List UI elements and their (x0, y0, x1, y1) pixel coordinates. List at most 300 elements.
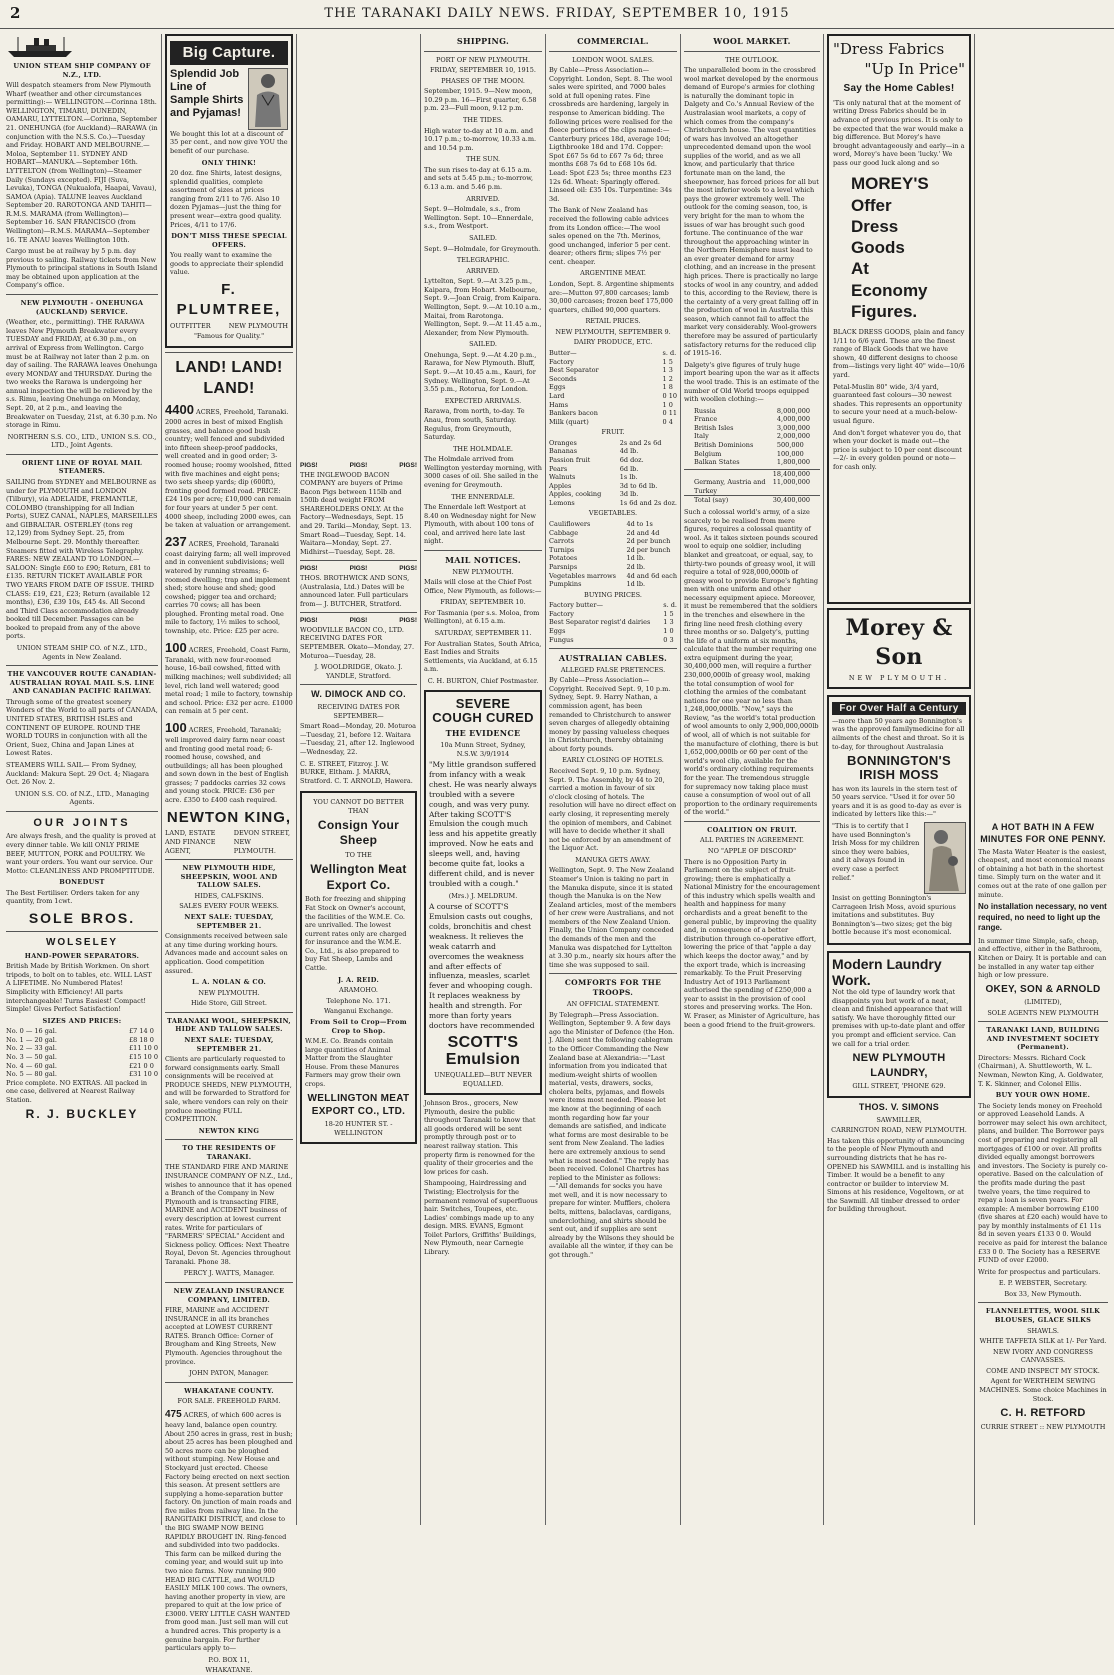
sailed2-body: Onehunga, Sept. 9.—At 4.20 p.m., Rarawa, for New Plymouth. Bluff, Sept. 9.—At 10.45 a.m., Kauri, for Sydney. Wellington, Sept. 9.—At 3.55 p.m., Rotorua, for London. (424, 350, 537, 394)
society-heading: TARANAKI LAND, BUILDING AND INVESTMENT SOCIETY (Permanent). (986, 1026, 1100, 1052)
column-rule (680, 34, 681, 1525)
cables-b1: By Cable—Press Association—Copyright. Received Sept. 9, 10 p.m. Sydney, Sept. 9. Harry Nathan, a commission agent, has been remanded to Christchurch to answer seven charges of allegedly obtaining money by passing valueless cheques in Christchurch, thereby obtaining about forty pounds. (549, 676, 671, 753)
ennerdale-body: The Ennerdale left Westport at 8.40 on Wednesday night for New Plymouth, with about 100 tons of coal, and arrived here late last night. (424, 503, 536, 546)
offer-line: MOREY'S (851, 174, 929, 194)
cough-body: A course of SCOTT'S Emulsion casts out coughs, colds, bronchitis and chest weakness. It relieves the weak catarrh and overcomes the weakness and after effects of influenza, measles, scarlet fever and whooping cough. It replaces weakness by health and strength. For more than forty years doctors have recommended (429, 902, 535, 1030)
joints-heading: OUR JOINTS (33, 816, 131, 829)
fruit-price-value: 1s 6d and 2s doz. (619, 498, 677, 507)
bath-body: The Masta Water Heater is the easiest, cheapest, and most economical means of obtaining a hot bath in the shortest time. Simply turn on the water and it comes out at the rate of one gallon per minute. (978, 847, 1107, 899)
mother-and-child-illustration (924, 822, 966, 894)
consign-phone: Telephone No. 171. (326, 996, 391, 1005)
fabric-line3: Say the Home Cables! (843, 82, 955, 94)
holmdale-body: The Holmdale arrived from Wellington yesterday morning, with 3000 cases of oil. She sailed in the evening for Greymouth. (424, 455, 542, 489)
shipping-date: FRIDAY, SEPTEMBER 10, 1915. (430, 66, 536, 75)
fruit-price-label: Lemons (549, 498, 575, 507)
column-shipping-ads (6, 34, 158, 1527)
separator-size-label: No. 5 — 80 gal. (6, 1070, 57, 1079)
offer-line: Offer (851, 195, 892, 215)
separator-size-value: £15 10 0 (129, 1052, 158, 1061)
nolan-addr: Hide Store, Gill Street. (191, 999, 267, 1008)
okey-arnold-agents: SOLE AGENTS NEW PLYMOUTH (987, 1008, 1099, 1017)
laundry-addr: GILL STREET, 'PHONE 629. (852, 1082, 946, 1091)
pigs-header: PIGS! PIGS! PIGS! (300, 462, 417, 469)
vegetable-price-value: 1d lb. (626, 580, 646, 589)
buying-heading: BUYING PRICES. (584, 590, 642, 599)
cables-heading: AUSTRALIAN CABLES. (558, 653, 668, 664)
bonedust-heading: BONEDUST (59, 878, 105, 887)
fabric-line1: "Dress Fabrics (833, 40, 945, 58)
fruit-price-value: 6d doz. (619, 455, 644, 464)
remember-discount: And don't forget whatever you do, that when your docket is made out—the price is subject to 10 per cent discount—2/- in every golden pound or note—for cash only. (833, 428, 962, 471)
column-rule (420, 34, 421, 1525)
column-wool-market (684, 34, 820, 1527)
fruit-prices-table (549, 439, 677, 508)
vegetable-price-label: Cauliflowers (549, 520, 591, 529)
mail-place: NEW PLYMOUTH. (452, 567, 514, 576)
union-heading: UNION STEAM SHIP COMPANY OF N.Z., LTD. (13, 62, 151, 79)
land-heading: LAND! LAND! LAND! (175, 358, 283, 397)
big-capture-ad (165, 34, 293, 348)
flannel-silk: WHITE TAFFETA SILK at 1/- Per Yard. (979, 1337, 1107, 1346)
plumtree-trade: OUTFITTER (170, 321, 211, 330)
capture-title: Splendid Job Line of Sample Shirts and Pyjamas! (170, 67, 244, 120)
vegetable-price-label: Carrots (549, 537, 574, 546)
wolseley-body: British Made by British Workmen. On short tripods, to bolt on to tables, etc. WILL LAST A LIFETIME. No Numbered Plates! Simplicity with Efficiency! All parts interchangeable! Turns Easiest! Compact! Simple! Gives Perfect Satisfaction! (6, 962, 152, 1014)
london-wool-heading: LONDON WOOL SALES. (572, 55, 654, 64)
dairy-price-value: 0 4 (662, 417, 673, 426)
land-listing (165, 401, 293, 530)
dairy-price-label: Butter— (549, 349, 577, 358)
separator-size-value: £8 18 0 (129, 1035, 154, 1044)
bonnington-brand: BONNINGTON'S IRISH MOSS (847, 753, 951, 783)
coalition-sub: ALL PARTIES IN AGREEMENT. (700, 836, 804, 845)
vancouver-sign: UNION S.S. CO. of N.Z., LTD., Managing Agents. (14, 789, 150, 807)
mail-body: Mails will close at the Chief Post Office, New Plymouth, as follows:— (424, 578, 542, 595)
coalition-sub2: NO "APPLE OF DISCORD" (707, 847, 797, 855)
society-body: Directors: Messrs. Richard Cock (Chairman), A. Shuttleworth, W. L. Newman, Newton King, A. Goldwater, T. K. Skinner, and Colonel Ellis. (978, 1053, 1104, 1088)
separator-size-label: No. 1 — 20 gal. (6, 1035, 57, 1044)
troops-total-row: Total (say) 30,400,000 (684, 495, 820, 505)
troops-subtotal: 18,400,000 (684, 469, 820, 479)
fabric-line2: "Up In Price" (864, 59, 965, 78)
dimock-heading: W. DIMOCK AND CO. (311, 689, 406, 700)
dairy-price-label: Hams (549, 400, 569, 409)
dairy-price-label: Best Separator (549, 366, 599, 375)
simons-place: CARRINGTON ROAD, NEW PLYMOUTH. (831, 1126, 967, 1135)
buying-price-label: Best Separator regist'd dairies (549, 618, 651, 627)
simons-sub: SAWMILLER, (876, 1115, 922, 1124)
buckley-name: R. J. BUCKLEY (25, 1107, 139, 1122)
offer-line: Goods (851, 238, 905, 258)
fruit-price-value: 2s and 2s 6d (619, 438, 662, 447)
offer-line: Figures. (851, 301, 918, 321)
laundry-name: NEW PLYMOUTH LAUNDRY, (852, 1052, 946, 1079)
flannel-ivory: NEW IVORY AND CONGRESS CANVASSES. (993, 1347, 1093, 1365)
troops-country-label: Russia (694, 406, 716, 415)
fire-body: THE STANDARD FIRE AND MARINE INSURANCE COMPANY OF N.Z., Ltd., wishes to announce that it has opened a Branch of the Company in New Plymouth and is transacting FIRE, MARINE and ACCIDENT business of every description at lowest current rates. Write for particulars of "FARMERS' SPECIAL" Accident and Sickness policy. Offices: Next Theatre Royal, Devon St. Agencies throughout Taranaki. Phone 38. (165, 1163, 293, 1266)
nolan-name: L. A. NOLAN & CO. (191, 978, 267, 987)
moon-body: September, 1915. 9—New moon, 10.29 p.m. 16—First quarter, 6.58 p.m. 23—Full moon, 9.12 p.m. (424, 87, 537, 113)
whakatane-box: P.O. BOX 11, (208, 1655, 250, 1664)
wellington-meat-export-addr: 18-20 HUNTER ST. - WELLINGTON (324, 1119, 393, 1137)
hide-next: NEXT SALE: TUESDAY, SEPTEMBER 21. (184, 913, 274, 930)
vegetable-price-label: Parsnips (549, 562, 578, 571)
telegraphic-heading: TELEGRAPHIC. (456, 256, 510, 265)
troops-country-value: 500,000 (776, 440, 804, 449)
bath-heading: A HOT BATH IN A FEW MINUTES FOR ONE PENNY. (980, 822, 1106, 844)
comforts-sub: AN OFFICIAL STATEMENT. (566, 1000, 660, 1009)
simons-heading: THOS. V. SIMONS (858, 1101, 940, 1112)
troops-country-label: France (694, 415, 718, 424)
nz-insurance-body: FIRE, MARINE and ACCIDENT INSURANCE in all its branches accepted at LOWEST CURRENT RATES. Branch Office: Corner of Brougham and King Streets, New Plymouth. Agencies throughout the province. (165, 1306, 282, 1366)
troops-table (684, 407, 820, 467)
plumtree-name: F. PLUMTREE, (176, 281, 282, 318)
man-in-shirt-illustration (248, 68, 288, 130)
bonnington-foot: Insist on getting Bonnington's Carrageen Irish Moss, avoid spurious imitations and substitutes. Buy Bonnington's—two sizes; get the big bottle because it's most economical. (832, 894, 956, 937)
column-morey-ads (827, 34, 971, 1527)
fire-sign: PERCY J. WATTS, Manager. (183, 1269, 275, 1278)
union-notice: Cargo must be at railway by 5 p.m. day previous to sailing. Railway tickets from New Plymouth to principal stations in South Island may be obtained upon application at the Company's office. (6, 247, 158, 290)
cough-quote: "My little grandson suffered from infancy with a weak chest. He was nearly always troubled with a severe cough, and was very puny. After taking SCOTT'S Emulsion the cough much less and his appetite greatly improved. Now he eats and sleeps well, and, having become quite fat, looks a different child, and is never troubled with a cough." (429, 760, 537, 888)
pigs-header-2: PIGS! PIGS! PIGS! (300, 565, 417, 573)
cables-b2: Received Sept. 9, 10 p.m. Sydney, Sept. 9. The Assembly, by 44 to 20, carried a motion in favour of six o'clock closing of hotels. The resolution will have no direct effect on early closing, it representing merely the opinion of members, and Cabinet will have to decide whether it shall not be enforced by an amendment of the Liquor Act. (549, 767, 677, 853)
fruit-price-value: 6d lb. (619, 464, 639, 473)
troops-country-label: British Isles (694, 423, 734, 432)
mail-heading: MAIL NOTICES. (445, 555, 521, 566)
buying-price-label: Factory (549, 609, 574, 618)
tides-body: High water to-day at 10 a.m. and 10.17 p.m.; to-morrow, 10.33 a.m. and 10.54 p.m. (424, 126, 537, 152)
offer-line: At (851, 259, 869, 279)
buying-price-value: 0 3 (663, 635, 674, 644)
retail-heading: RETAIL PRICES. (585, 317, 641, 326)
okey-arnold-name: OKEY, SON & ARNOLD (985, 983, 1101, 995)
arrived-body: Sept. 9—Holmdale, s.s., from Wellington. Sept. 10—Ennerdale, s.s., from Westport. (424, 205, 534, 231)
page-number: 2 (10, 4, 21, 22)
land-acres: 100 (165, 719, 187, 735)
dairy-prices-table (549, 349, 677, 426)
cough-signature: (Mrs.) J. MELDRUM. (448, 891, 518, 900)
fruit-price-label: Apples, cooking (549, 490, 602, 499)
sailed-heading: SAILED. (469, 233, 497, 242)
joints-body: Are always fresh, and the quality is proved at every dinner table. We kill ONLY PRIME BEEF, MUTTON, PORK and POULTRY. We want your orders. You want our service. Our Motto: CLEANLINESS AND PROMPTITUDE. (6, 832, 156, 875)
coalition-heading: COALITION ON FRUIT. (707, 825, 797, 834)
troops-country-label: Belgium (694, 449, 722, 458)
whakatane-town: WHAKATANE. (205, 1666, 253, 1675)
onehunga-body: (Weather, etc., permitting). THE RARAWA leaves New Plymouth Breakwater every TUESDAY and FRIDAY, at 6.30 p.m., on arrival of Express from Wellington. Cargo must be at Railway not later than 2 p.m. on day of sailing. The RARAWA leaves Onehunga every MONDAY and THURSDAY. During the two weeks the Rarawa is undergoing her annual inspection the will be relieved by the s.s. Rimu, leaving Onehunga on Monday, Sept. 20, at 2 p.m., and leaving the Breakwater on Tuesday, 21st, at 6.30 p.m. No storage in Rimu. (6, 318, 158, 430)
land-acres: 4400 (165, 402, 194, 418)
column-rule (545, 34, 546, 1525)
consign-pre: YOU CANNOT DO BETTER THAN (313, 798, 404, 815)
cables-h3: MANUKA GETS AWAY. (575, 855, 651, 864)
fruit-price-value: 3d lb. (619, 490, 639, 499)
separator-size-value: £31 10 0 (129, 1070, 158, 1079)
fire-heading: TO THE RESIDENTS OF TARANAKI. (182, 1144, 276, 1161)
column-shipping-news (424, 34, 542, 1527)
separator-size-label: No. 4 — 60 gal. (6, 1061, 57, 1070)
land-text: ACRES, Freehold, Taranaki. 2000 acres in best of mixed English grasses, and balance good bush country; well fenced and subdivided into fifteen sheep-proof paddocks, well created and in good order; 3-roomed house; roomy woolshed, fitted with five machines and eight pens; two sets sheep yards; dip (600ft), fronting good formed road. PRICE: £24 10s per acre; £10,000 can remain for four years at under 5 per cent. 4000 sheep, including 2000 ewes, can be taken at valuation or arrangement. (165, 408, 292, 530)
vegetable-price-label: Cabbage (549, 528, 579, 537)
expected-body: Rarawa, from north, to-day. Te Anau, from south, Saturday. Regulus, from Greymouth, Saturday. (424, 407, 525, 442)
buying-price-value: s. d. (663, 601, 677, 610)
retford-name: C. H. RETFORD (1000, 1407, 1086, 1420)
fruit-price-label: Walnuts (549, 473, 576, 482)
scotts-brand: SCOTT'S Emulsion (445, 1033, 521, 1069)
fruit-price-value: 1s lb. (619, 473, 638, 482)
morey-son-banner (827, 608, 971, 689)
vegetable-price-value: 2d and 4d (626, 528, 660, 537)
morey-son-place: NEW PLYMOUTH. (848, 674, 950, 683)
argentine-body: London, Sept. 8. Argentine shipments are:—Mutton 97,800 carcases; lamb 30,000 carcases; frozen beef 175,000 quarters, chilled 90,000 quarters. (549, 280, 674, 314)
woodville-sign: J. WOOLDRIDGE, Okato. J. YANDLE, Stratford. (314, 663, 403, 680)
cables-h2: EARLY CLOSING OF HOTELS. (562, 756, 664, 765)
land-acres: 100 (165, 639, 187, 655)
mail-body-1: For Tasmania (per s.s. Moloa, from Wellington), at 6.15 a.m. (424, 608, 540, 626)
troops-country-value: 3,000,000 (776, 423, 810, 432)
wool-market-sub: THE OUTLOOK. (725, 55, 779, 64)
wolseley-sizes-heading: SIZES AND PRICES: (42, 1016, 122, 1025)
fruit-price-label: Pears (549, 464, 568, 473)
wellington-meat-export-name: WELLINGTON MEAT EXPORT CO., LTD. (307, 1092, 410, 1117)
bonnington-body: has won its laurels in the stern test of 50 years service. "Used it for over 50 years and it is as good to-day as ever is indicated by letters like this:—" (832, 784, 962, 819)
orient-heading: ORIENT LINE OF ROYAL MAIL STEAMERS. (22, 458, 142, 476)
separator-size-value: £7 14 0 (129, 1027, 154, 1036)
buying-price-label: Eggs (549, 626, 566, 635)
vegetable-price-label: Vegetables marrows (549, 571, 616, 580)
vancouver-heading: THE VANCOUVER ROUTE CANADIAN-AUSTRALIAN ROYAL MAIL S.S. LINE AND CANADIAN PACIFIC RAILWAY. (7, 670, 157, 696)
dairy-heading: DAIRY PRODUCE, ETC. (573, 338, 653, 347)
bath-no-installation: No installation necessary, no vent required, no need to light up the range. (978, 902, 1107, 933)
masthead (0, 0, 1114, 29)
mail-sign: C. H. BURTON, Chief Postmaster. (427, 676, 539, 685)
bonnington-sub: —more than 50 years ago Bonnington's was the approved familymedicine for all ailments of the chest and throat. So it is to-day, for throughout Australasia (832, 716, 965, 751)
vegetable-price-label: Turnips (549, 545, 575, 554)
wool-market-heading: WOOL MARKET. (713, 36, 791, 46)
consign-sheep-ad (300, 791, 417, 1144)
page-title: THE TARANAKI DAILY NEWS. FRIDAY, SEPTEMBER 10, 1915 (324, 6, 790, 21)
flannel-heading: FLANNELETTES, WOOL SILK BLOUSES, GLACE SILKS (985, 1307, 1101, 1325)
cough-title: SEVERE COUGH CURED (432, 695, 534, 726)
whakatane-body: ACRES, of which 600 acres is heavy land, balance open country. About 250 acres in grass, rest in bush; about 25 acres has been ploughed and 50 acres more can be ploughed without stumping. New House and Stockyard just erected. Cheese Factory being erected on next section this season. At present settlers are supplying a home-separation butter factory. On junction of main roads and five miles from railway line. In the RANGITAIKI DISTRICT, and close to the BIG SWAMP NOW BEING RAPIDLY BROUGHT IN. Ring-fenced and subdivided into two paddocks. This farm can be milked during the coming year, and would suit up into two nice farms. Now running 900 HEAD BIG CATTLE, and WOULD EASILY MILK 100 cows. The owners, having another property in view, are prepared to quit at the low price of £3000. VERY LITTLE CASH WANTED from good man. Just sell man will cut a hundred acres. This property is a genuine bargain. For further particulars apply to— (165, 1410, 293, 1653)
morey-son-name: Morey & Son (845, 615, 953, 671)
troops-country-value: 100,000 (776, 449, 804, 458)
vancouver-sail: STEAMERS WILL SAIL— From Sydney, Auckland: Makura Sept. 29 Oct. 4; Niagara Oct. 26 Nov. 2. (6, 760, 150, 787)
troops-country-value: 8,000,000 (776, 406, 810, 415)
column-misc-ads (978, 820, 1108, 1527)
buying-prices-table (549, 601, 677, 644)
comforts-heading: COMFORTS FOR THE TROOPS. (564, 978, 662, 998)
dairy-price-value: 0 10 (662, 391, 677, 400)
vancouver-body: Through some of the greatest scenery Wonders of the World to all parts of CANADA, UNITED STATES, BRITISH ISLES and CONTINENT OF EUROPE. ROUND THE WORLD TOURS in conjunction with all the Orient, Suez, China and Japan Lines at Lowest Rates. (6, 697, 158, 758)
wool-market-body2: Such a colossal world's army, of a size scarcely to be realised from mere figures, requires a colossal quantity of wool. As it takes sixteen pounds scoured wool to equip one soldier, including blanket and greatcoat, or equal, say, to thirty-two pounds of greasy wool, it will require a total of 928,000,000lb of greasy wool to provide Europe's fighting men with one uniform and other necessary equipment apiece. Moreover, it must be remembered that the soldiers in the trenches and elsewhere in the firing line need fresh clothing every three months or so. Dalgety's, putting the life of a uniform at six months, calculate that the number requiring one extra equipment during the year, 30,400,000 men, will require a further 230,000,000lb of greasy wool, making the total consumption of wool for clothing the armies of the combatant nations for one year no less than 1,248,000,000lb. "Now," says the Review, "as the world's total production of wool amounts to only 2,900,000,000lb of wool, all of which is not suitable for the manufacture of clothing, there is but 1,652,000,000lb or 60 per cent of the world's wool clip, available for the world's ordinary clothing requirements for the year. The tremendous struggle for supremacy now taking place must cause a consumption of wool out of all proportion to the ordinary requirements of the world." (684, 508, 819, 817)
bonnington-heading: For Over Half a Century (832, 702, 966, 715)
column-rule (974, 34, 975, 1525)
hide-frequency: SALES EVERY FOUR WEEKS. (179, 902, 279, 911)
capture-body2: 20 doz. fine Shirts, latest designs, splendid qualities, complete assortment of sizes at prices ranging from 2/11 to 7/6. Also 10 dozen Pyjamas—just the thing for present wear—extra good quality. Prices, 4/11 to 17/6. (170, 169, 282, 229)
column-commercial (549, 34, 677, 1527)
whakatane-heading: WHAKATANE COUNTY. (184, 1386, 274, 1395)
buying-price-value: 1 0 (663, 626, 674, 635)
dairy-price-label: Seconds (549, 374, 577, 383)
wolseley-note: Price complete. NO EXTRAS. All packed in one case, delivered at Nearest Railway Station. (6, 1078, 148, 1104)
shampoo-notice: Shampooing, Hairdressing and Twisting; Electrolysis for the permanent removal of superfluous hair. Switches, Toupees, etc. Ladies' combings made up to any design. MRS. EVANS, Egmont Toilet Parlors, Griffiths' Buildings, New Plymouth, near Carnegie Library. (424, 1179, 538, 1256)
fruit-price-label: Passion fruit (549, 455, 591, 464)
consign-slogan: From Soil to Crop—From Crop to Shop. (310, 1017, 407, 1035)
consign-body: Both for freezing and shipping Fat Stock on Owner's account, the facilities of the W.M.E. Co. are unrivalled. The lowest current rates only are charged for insurance and the W.M.E. Co., Ltd., is also prepared to buy Fat Sheep, Lambs and Cattle. (305, 895, 407, 973)
troops-country-value: 4,000,000 (776, 415, 810, 424)
fruit-heading: FRUIT. (601, 428, 625, 437)
dairy-price-label: Milk (quart) (549, 417, 589, 426)
vegetable-price-label: Potatoes (549, 554, 578, 563)
land-text: ACRES, Freehold, Taranaki coast dairying farm; all well improved and in convenient subdivisions; well watered by running streams; 6-roomed dwelling; trap and implement shed; store house and shed; good cowshed; pigger tea and orchard; carries 70 cows; all has been ploughed. Fronting metal road. One mile to factory, 1½ miles to school, township, etc. Price: £25 per acre. (165, 539, 291, 636)
wolseley-heading: WOLSELEY (45, 937, 119, 949)
whakatane-sub: FOR SALE. FREEHOLD FARM. (177, 1397, 281, 1406)
orient-body: SAILING from SYDNEY and MELBOURNE as under for PLYMOUTH and LONDON (Tilbury), via ADELAIDE, FREMANTLE, COLOMBO (transhipping for all Indian Ports), SUEZ CANAL, NAPLES, MARSEILLES and GIBRALTAR. OSTERLEY (tons reg 12,129) from Sydney Sept. 25, from Melbourne Sept. 29. Monthly thereafter. Steamers fitted with Wireless Telegraphy. FARES: NEW ZEALAND TO LONDON.—SALOON: Single £60 to £90; Return, £81 to £135. RETURN TICKET AVAILABLE FOR TWO YEARS FROM DATE OF ISSUE. THIRD CLASS: £19, £21, £23; Return (available 12 months), £36, £39 10s, £45 4s. All Second and Third Class accommodation already booked till December. Passages can be booked to prepaid from any of the above ports. (6, 478, 158, 641)
vegetable-price-value: 4d to 1s (626, 520, 653, 529)
buying-price-label: Factory butter— (549, 601, 603, 610)
land-listing (165, 639, 293, 716)
consign-footer-body: W.M.E. Co. Brands contain large quantities of Animal Matter from the Slaughter House. From these Manures Farmers may grow their own crops. (305, 1037, 401, 1088)
taranaki-wool-next: NEXT SALE: TUESDAY, SEPTEMBER 21. (184, 1035, 274, 1053)
plumtree-place: NEW PLYMOUTH (228, 321, 288, 330)
steamship-icon (6, 36, 76, 58)
arrived2-body: Lyttelton, Sept. 9.—At 3.25 p.m., Kaipara, from Hobart. Melbourne, Sept. 9.—Joan Craig, from Kaipara. Wellington, Sept. 9.—At 10.10 a.m., Maitai, from Rarotonga. Wellington, Sept. 9.—At 11.45 a.m., Alexander, from New Plymouth. (424, 277, 542, 337)
scotts-brand-sub: UNEQUALLED—BUT NEVER EQUALLED. (434, 1071, 532, 1088)
argentine-heading: ARGENTINE MEAT. (580, 269, 646, 278)
ennerdale-heading: THE ENNERDALE. (451, 492, 515, 501)
fabric-body: 'Tis only natural that at the moment of writing Dress Fabrics should be in advance of previous prices. It is only to be expected that the war would make a big difference. But Morey's have brought advantageously and early—in a word, Morey's have been 'lucky.' We pass our good luck along and so (833, 98, 965, 167)
mail-date-1: FRIDAY, SEPTEMBER 10. (440, 598, 526, 607)
sole-bros-name: SOLE BROS. (28, 909, 136, 926)
separator-size-label: No. 0 — 16 gal. (6, 1027, 57, 1036)
vegetable-prices-table (549, 520, 677, 589)
mail-body-2: For Australian States, South Africa, East Indies and Straits Settlements, via Auckland, at 6.15 a.m. (424, 639, 542, 674)
vegetable-price-value: 2d per bunch (626, 537, 671, 546)
land-text: ACRES, Freehold, Taranaki; well improved dairy farm near coast and fronting good metal road; 6-roomed house, cowshed, and outbuildings; all has been ploughed and sown down in the best of English grasses; 7 paddocks carries 32 cows and young stock. PRICE: £36 per acre. £350 to £400 cash required. (165, 725, 289, 805)
offer-line: Dress (851, 216, 899, 236)
capture-only: ONLY THINK! (201, 158, 257, 167)
vegetable-price-value: 1d lb. (626, 554, 646, 563)
dimock-agents: C. E. STREET, Fitzroy. J. W. BURKE, Eltham. J. MARRA, Stratford. C. T. ARNOLD, Hawera. (300, 759, 413, 785)
taranaki-wool-heading: TARANAKI WOOL, SHEEPSKIN, HIDE AND TALLOW SALES. (167, 1016, 291, 1034)
fruit-price-label: Oranges (549, 438, 577, 447)
fruit-price-label: Apples (549, 481, 572, 490)
bonnington-quote: "This is to certify that I have used Bonnington's Irish Moss for my children since they were babies, and it always found in every case a perfect relief." (832, 822, 920, 882)
moon-heading: PHASES OF THE MOON. (441, 76, 525, 85)
big-capture-heading: Big Capture. (170, 41, 288, 65)
london-wool-body: By Cable—Press Association—Copyright. London, Sept. 8. The wool sales were spirited, and 7000 bales sold at full opening rates. Fine crossbreds are hardening, largely in response to American bidding. The following prices were realised for the fleece portions of the clips named:—Canterbury prices 18d, average 10d; Ligthbrooke 18d and 17d. Copper: Spot £67 5s 6d to £67 7s 6d; three months £68 7s 6d to £68 10s 6d. Lead: Spot £23 5s; three months £23 12s 6d. Wheat: Sparingly offered. Linseed oil: £35 10s. Turpentine: 34s 3d. (549, 66, 673, 203)
pigs-header-3: PIGS! PIGS! PIGS! (300, 617, 417, 625)
capture-invite: You really want to examine the goods to appreciate their splendid value. (170, 251, 284, 277)
black-goods: BLACK DRESS GOODS, plain and fancy 1/11 to 6/6 yard. These are the finest range of Black Goods that we have shown, 40 different designs to choose from—listings very light 40" wide—10/6 yard. (833, 328, 965, 380)
wolseley-sub: HAND-POWER SEPARATORS. (24, 951, 140, 960)
morey-dress-fabrics-ad (827, 34, 971, 604)
dairy-price-label: Lard (549, 391, 565, 400)
dairy-price-value: s. d. (662, 349, 677, 358)
union-body: Will despatch steamers from New Plymouth Wharf (weather and other circumstances permitting):— WELLINGTON.—Corinna 18th. WELLINGTON, TIMARU, DUNEDIN, OAMARU, LYTTELTON.—Corinna, September 21. ONEHUNGA (for Auckland)—RARAWA (in conjunction with the N.S.S. Co.)—Tuesday and Friday. HOBART AND MELBOURNE.—Moloa, September 11. SYDNEY AND HOBART—MANUKA.—September 16th. LYTTELTON (from Wellington)—Steamer Daily (Sundays excepted). FIJI (Suva, Levuka), TONGA (Nukualofa, Haapai, Vavau), SAMOA (Apia). TALUNE leaves Auckland September 20. RAROTONGA AND TAHITI—R.M.S. MARAMA (from Wellington)—September 16. SAN FRANCISCO (from Wellington)—R.M.S. MARAMA—September 16. TE ANAU leaves Wellington 10th. (6, 81, 158, 244)
column-rule (161, 34, 162, 1525)
consign-agent-place: ARAMOHO. (339, 986, 378, 995)
arrived2-heading: ARRIVED. (466, 266, 500, 275)
dairy-price-label: Eggs (549, 383, 566, 392)
cough-evidence: THE EVIDENCE (445, 728, 521, 739)
separator-size-value: £11 10 0 (129, 1044, 158, 1053)
shipping-heading: SHIPPING. (456, 36, 510, 46)
society-box: Box 33, New Plymouth. (1004, 1289, 1082, 1298)
separator-size-label: No. 3 — 50 gal. (6, 1052, 57, 1061)
bonnington-ad (827, 695, 971, 945)
laundry-body: Not the old type of laundry work that disappoints you but work of a neat, clean and finished appearance that will satisfy. We have thoroughly fitted our premises with up-to-date plant and offer you prompt and efficient service. Can we call for a trial order. (832, 988, 966, 1048)
hide-heading: NEW PLYMOUTH HIDE, SHEEPSKIN, WOOL AND TALLOW SALES. (180, 864, 278, 890)
society-body2: The Society lends money on Freehold or approved Leasehold Lands. A borrower may select his own architect, plans, and builder. The Borrower pays cost of preparing and registering all mortgages of £100 or over. All profits divided equally amongst borrowers and investors. The Society is purely co-operative. Based on the calculation of the profits made during the past twelve years, the time required to repay a loan is seven years. For example: A member borrowing £100 (five shares at £20 each) would have to pay by monthly instalments of £1 11s 8d in seven years £133 0 0. Would receive as paid for interest the balance £33 0 0. The Society has a RESERVE FUND of over £2000. (978, 1101, 1108, 1265)
land-listing (165, 533, 293, 636)
retail-place: NEW PLYMOUTH, SEPTEMBER 9. (555, 327, 671, 336)
sun-body: The sun rises to-day at 6.15 a.m. and sets at 5.45 p.m.; to-morrow, 6.13 a.m. and 5.46 p.m. (424, 165, 534, 192)
land-listings (165, 401, 293, 805)
troops-country-label: British Dominions (694, 440, 754, 449)
simons-body: Has taken this opportunity of announcing to the people of New Plymouth and surrounding districts that he has re-OPENED his SAWMILL and is installing his Timber. It would be a benefit to any contractor or builder to interview M. Simons at his residence, Vogeltown, or at the Sawmill. All timber dressed to order for building throughout. (827, 1136, 971, 1214)
buying-price-label: Fungus (549, 635, 574, 644)
wool-market-body: The unparalleled boom in the crossbred wool market developed by the enormous demand of Europe's armies for clothing is naturally the dominant topic in Dalgety and Co.'s Annual Review of the Australasian wool markets, a copy of which comes from the company's Christchurch house. The vast quantities of wars has involved an altogether unprecedented demand upon the wool supplies of the world, and as we all know, and particularly that thrice fortunate man on the land, the sheepowner, has forced prices for all but the most inferior wools to a level which pays the grower extremely well. The outlook for the coming season, too, is very bright for the man to whom the issues of war has brought such good fortune. The continuance of the war throughout the approaching winter in the Northern Hemisphere must lead to an ever greater demand for army clothing, and an increase in the present high prices. There is practically no large stocks of wool in any country, and added to this, according to the Review, there is the certainty of a very great falling off in the production of wool in Australia this season, which cannot fail to affect the market very considerably. Wool-growers therefore may be assured of particularly satisfactory returns for the reduced clip of 1915-16. (684, 66, 819, 358)
society-sign: E. P. WEBSTER, Secretary. (998, 1279, 1088, 1288)
fruit-price-label: Bananas (549, 447, 578, 456)
dairy-price-value: 0 11 (662, 409, 677, 418)
vegetables-heading: VEGETABLES. (588, 509, 638, 518)
whakatane-acres: 475 (165, 1408, 182, 1420)
taranaki-wool-name: NEWTON KING (198, 1126, 260, 1135)
sun-heading: THE SUN. (465, 155, 501, 164)
comforts-body: By Telegraph—Press Association. Wellington, September 9. A few days ago the Minister of Defence (the Hon. J. Allen) sent the following cablegram to the Officer Commanding the New Zealand base at Alexandria:—"Last information from you indicated that medium-weight shirts of woollen material, vests, drawers, socks, cholera belts, pyjamas, and flowels were items most needed. Please let me know at the beginning of each month regarding how far your demands are satisfied, and indicate what forms are most desirable to be sent from New Zealand. The ladies here are extremely anxious to send what is most needed." The reply has been received. Colonel Chartres has replied to the Minister as follows:—"All demands for socks you have met well, and it is now necessary to prepare for winter. Mufflers, cholera belts, mittens, balaclavas, cardigans, underclothing, and shirts should be sent out, and if supplies are sent already by the Wilsons they should be available all the winter, if they can be got through." (549, 1010, 675, 1259)
bonedust-body: The Best Fertiliser. Orders taken for any quantity, from 1cwt. (6, 888, 140, 906)
capture-offer: DON'T MISS THESE SPECIAL OFFERS. (171, 232, 287, 249)
cough-address: 10a Munn Street, Sydney, N.S.W. 3/9/1914 (440, 740, 526, 758)
column-land-ads (165, 34, 293, 1675)
consign-to: TO THE (345, 851, 372, 860)
sailed-body: Sept. 9—Holmdale, for Greymouth. (424, 244, 541, 253)
retford-addr: CURRIE STREET :: NEW PLYMOUTH (980, 1422, 1106, 1431)
capture-body: We bought this lot at a discount of 35 per cent., and now give YOU the benefit of our purchase. (170, 129, 288, 155)
troops-country-value: 1,800,000 (776, 458, 810, 467)
dimock-body: Smart Road—Monday, 20. Moturoa—Tuesday, 21, before 12. Waitara—Tuesday, 21, after 12. Inglewood—Wednesday, 22. (300, 722, 417, 757)
brothwick-body: THOS. BROTHWICK AND SONS, (Australasia, Ltd.) Dates will be announced later. Full particulars from— J. BUTCHER, Stratford. (300, 573, 410, 608)
morey-offer (851, 173, 965, 322)
separator-size-label: No. 2 — 33 gal. (6, 1044, 57, 1053)
hide-sub: HIDES, CALFSKINS. (194, 891, 264, 900)
bath-body2: In summer time Simple, safe, cheap, and effective, either in the Bathroom, Kitchen or Dairy. It is portable and can be installed in any water tap either high or low pressure. (978, 936, 1107, 980)
wolseley-sizes-table (6, 1027, 158, 1078)
land-acres: 237 (165, 533, 187, 549)
troops-country-label: Italy (694, 432, 709, 441)
mail-date-2: SATURDAY, SEPTEMBER 11. (434, 629, 532, 638)
land-listing (165, 719, 293, 805)
orient-sign: UNION STEAM SHIP CO. of N.Z., LTD., Agents in New Zealand. (16, 644, 148, 661)
nz-insurance-sign: JOHN PATON, Manager. (189, 1369, 269, 1378)
cables-h1: ALLEGED FALSE PRETENCES. (560, 665, 666, 674)
newton-king-place: DEVON STREET, NEW PLYMOUTH. (233, 829, 291, 855)
sailed2-heading: SAILED. (469, 340, 497, 349)
wool-market-p2: Dalgety's give figures of truly huge import bearing upon the war as it affects the wool trade. This is an estimate of the number of Old World troops equipped with woollen clothing:— (684, 360, 820, 404)
vegetable-price-value: 2d per bunch (626, 545, 671, 554)
plumtree-slogan: "Famous for Quality." (193, 332, 265, 341)
society-own: BUY YOUR OWN HOME. (995, 1091, 1091, 1100)
vegetable-price-label: Pumpkins (549, 580, 582, 589)
newton-king-name: NEWTON KING, (166, 808, 292, 826)
dimock-sub: RECEIVING DATES FOR SEPTEMBER— (317, 703, 400, 720)
onehunga-sign: NORTHERN S.S. CO., LTD., UNION S.S. CO., LTD., Joint Agents. (7, 432, 157, 450)
flannel-come: COME AND INSPECT MY STOCK. (986, 1366, 1100, 1375)
dairy-price-value: 1 0 (662, 400, 673, 409)
separator-size-value: £21 0 0 (129, 1061, 154, 1070)
scotts-emulsion-ad (424, 690, 542, 1096)
